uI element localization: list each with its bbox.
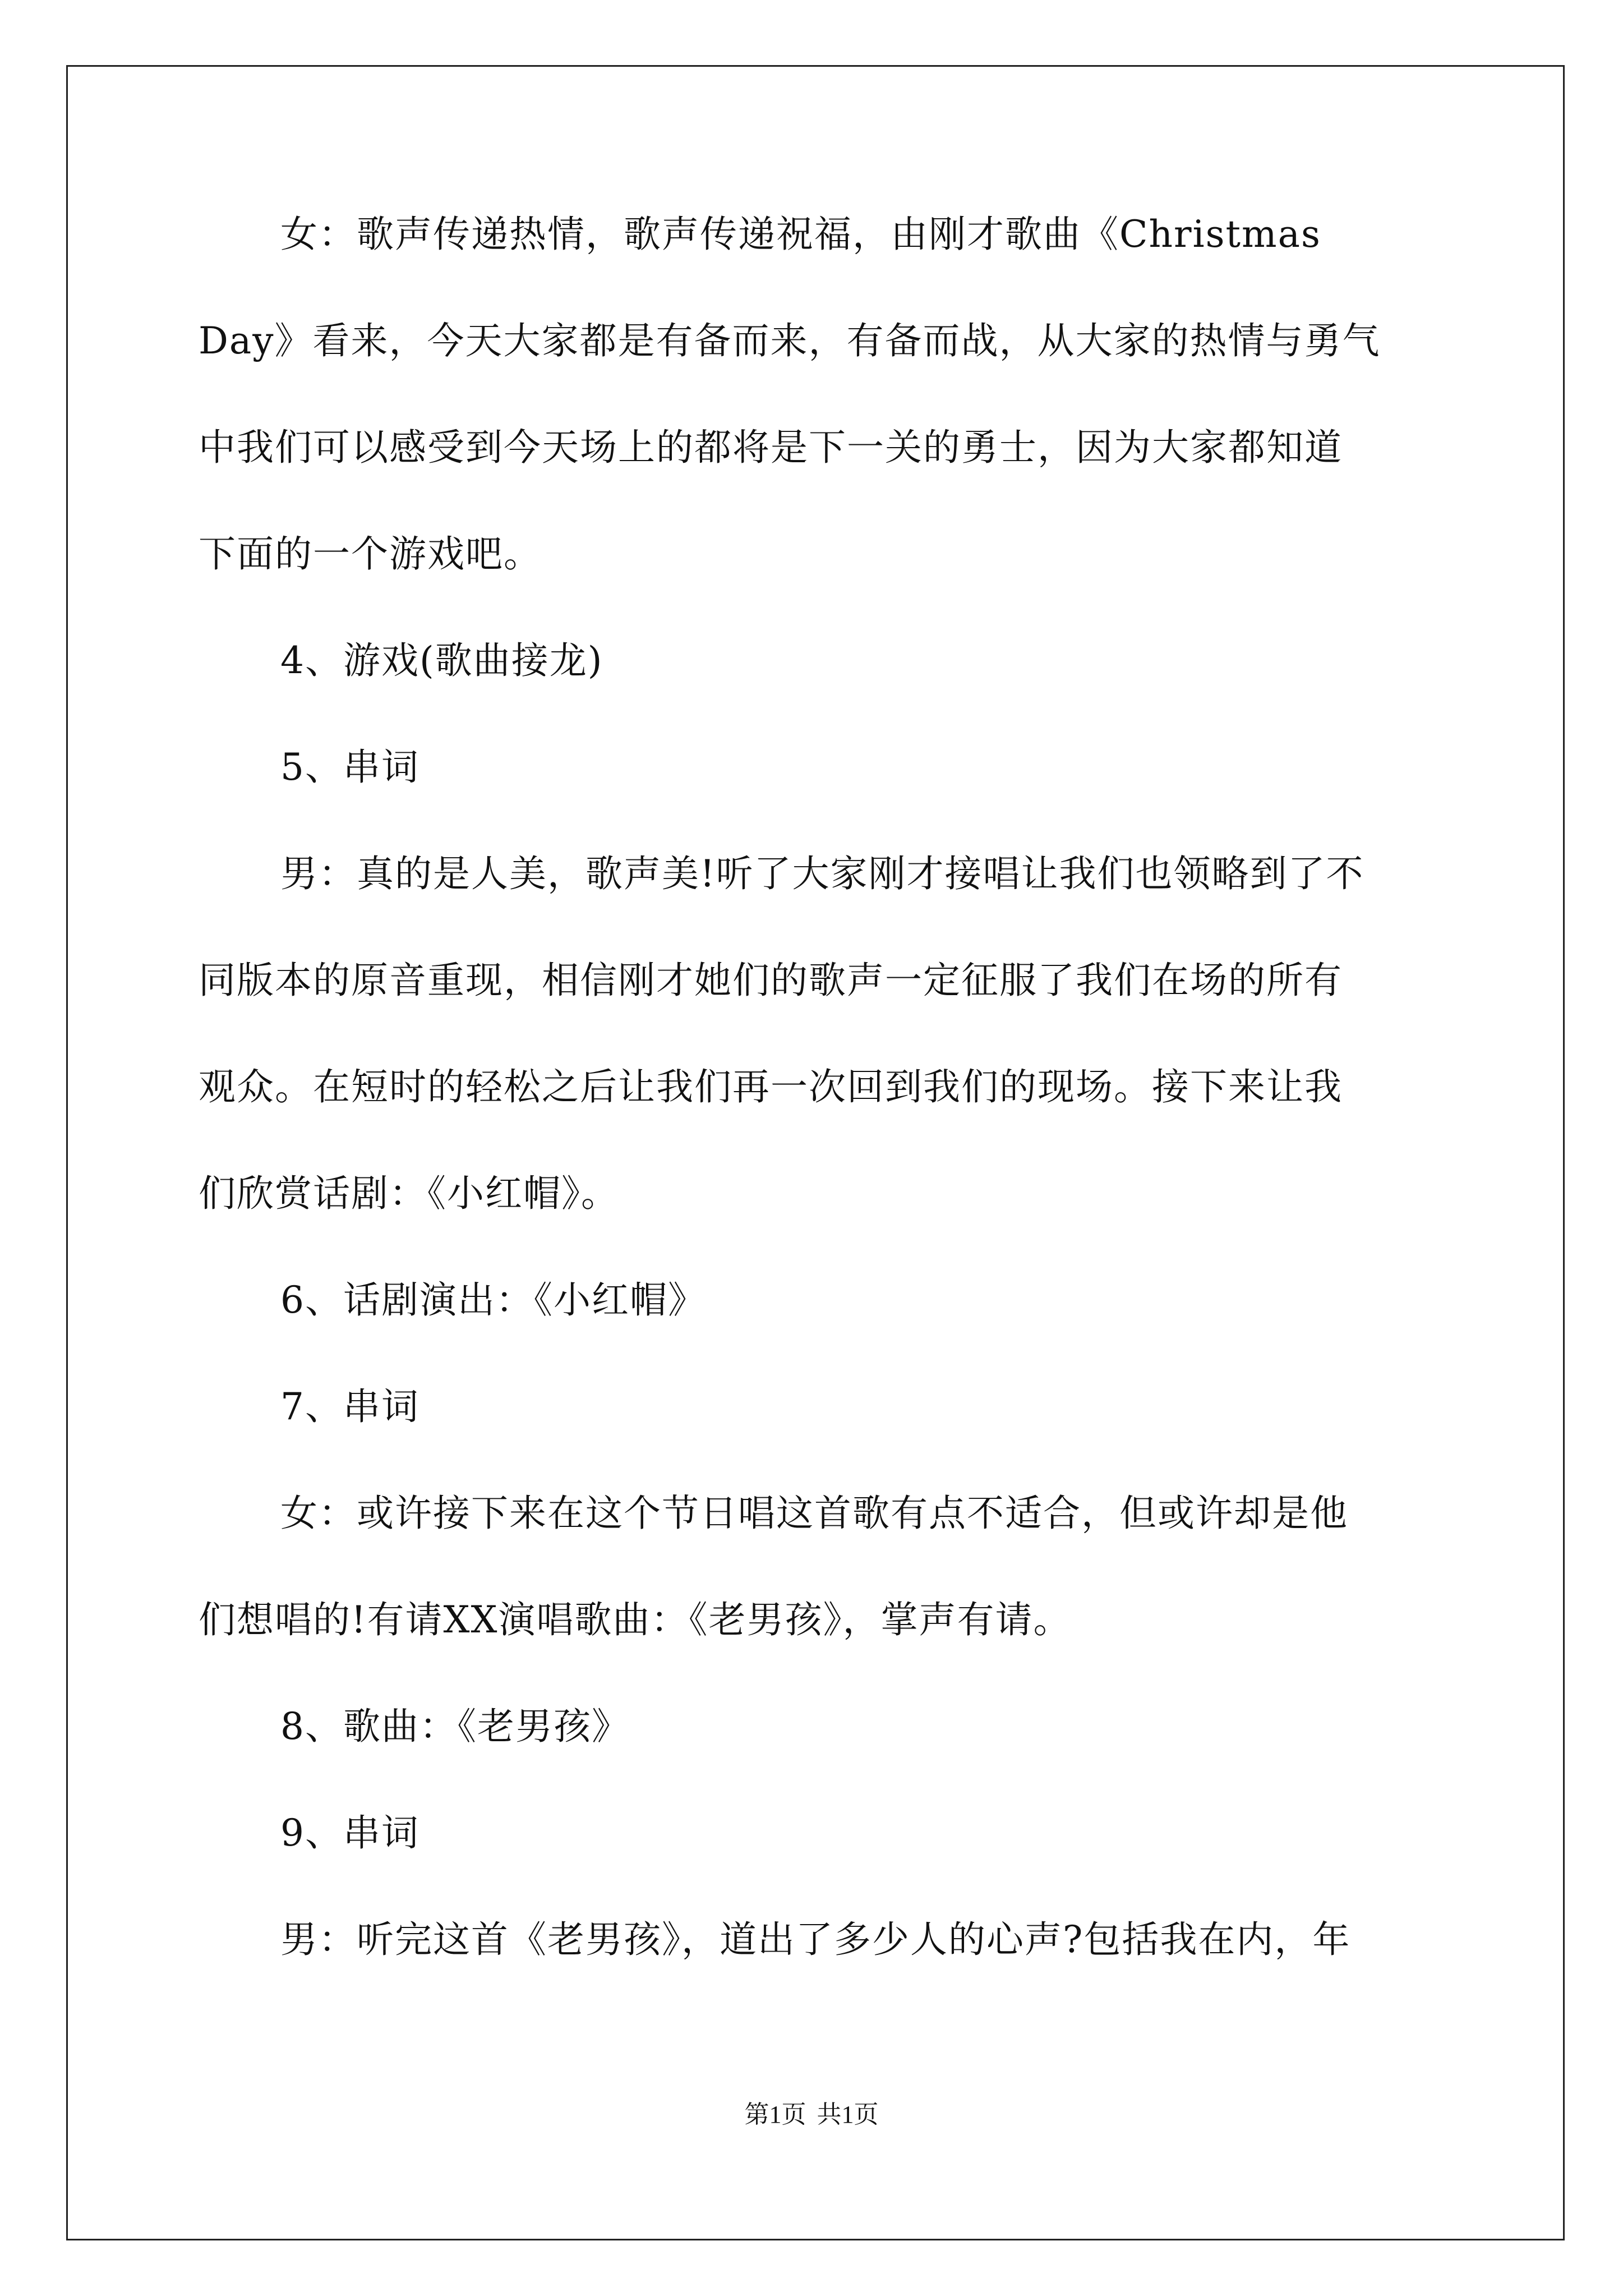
paragraph-line: 女：歌声传递热情，歌声传递祝福，由刚才歌曲《Christmas [280, 213, 1321, 256]
section-heading: 8、歌曲：《老男孩》 [280, 1705, 630, 1748]
paragraph-line: 女：或许接下来在这个节日唱这首歌有点不适合，但或许却是他 [280, 1492, 1348, 1535]
paragraph-line: 同版本的原音重现，相信刚才她们的歌声一定征服了我们在场的所有 [199, 959, 1343, 1002]
section-heading: 9、串词 [280, 1811, 419, 1855]
paragraph-line: 下面的一个游戏吧。 [199, 532, 542, 576]
section-heading: 4、游戏(歌曲接龙) [280, 639, 603, 682]
page-number: 第1页 [744, 2101, 806, 2128]
paragraph-line: 男：听完这首《老男孩》，道出了多少人的心声?包括我在内，年 [280, 1918, 1351, 1961]
paragraph-line: 们欣赏话剧：《小红帽》。 [199, 1172, 619, 1215]
paragraph-line: 中我们可以感受到今天场上的都将是下一关的勇士，因为大家都知道 [199, 426, 1343, 469]
section-heading: 7、串词 [280, 1385, 419, 1428]
page-footer [0, 2098, 1623, 2132]
paragraph-line: Day》看来，今天大家都是有备而来，有备而战，从大家的热情与勇气 [199, 319, 1381, 362]
paragraph-line: 男：真的是人美，歌声美!听了大家刚才接唱让我们也领略到了不 [280, 852, 1364, 895]
section-heading: 5、串词 [280, 746, 419, 789]
section-heading: 6、话剧演出：《小红帽》 [280, 1278, 706, 1322]
page-total: 共1页 [817, 2101, 879, 2128]
paragraph-line: 观众。在短时的轻松之后让我们再一次回到我们的现场。接下来让我 [199, 1065, 1343, 1108]
paragraph-line: 们想唱的!有请XX演唱歌曲：《老男孩》，掌声有请。 [199, 1598, 1072, 1641]
